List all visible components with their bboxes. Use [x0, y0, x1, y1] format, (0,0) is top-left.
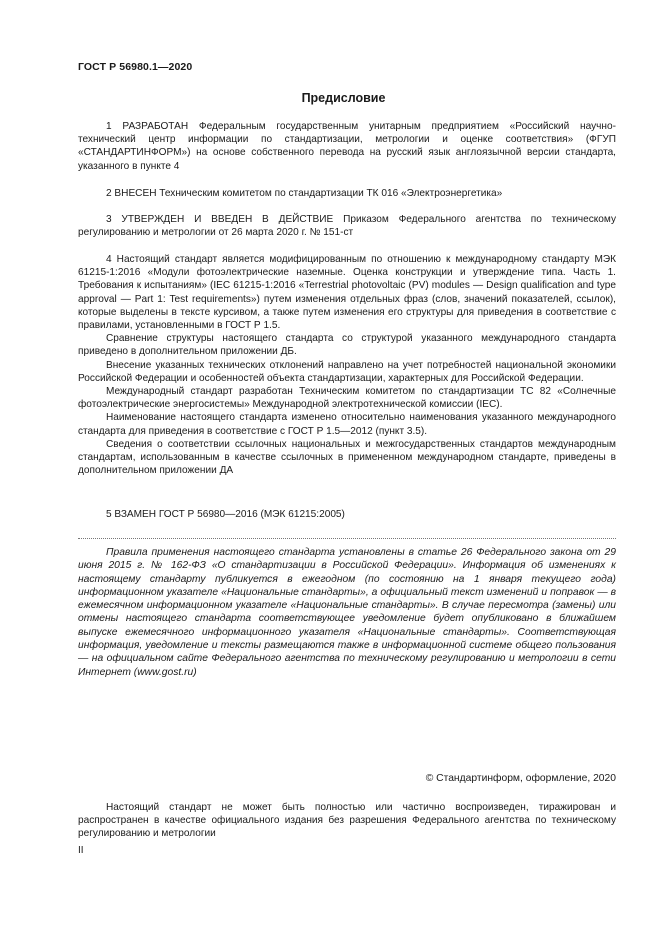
page-number: II [78, 845, 84, 856]
section-1-text: 1 РАЗРАБОТАН Федеральным государственным унитарным предприятием «Российский научно-технический центр информации по стандартизации, метрологии и оценке соответствия» (ФГУП «СТАНДАРТИНФОРМ») на основе собственного перевода на русский язык англоязычной версии стандарта, указанного в пункте 4 [78, 121, 616, 172]
section-4-paragraph: Сведения о соответствии ссылочных национальных и межгосударственных стандартов международным стандартам, использованным в качестве ссылочных в примененном международном стандарте, приведены в дополнительном приложении ДА [78, 438, 616, 477]
section-2-text: 2 ВНЕСЕН Техническим комитетом по стандартизации ТК 016 «Электроэнергетика» [106, 188, 503, 199]
document-id: ГОСТ Р 56980.1—2020 [78, 61, 193, 73]
section-4-paragraph: Сравнение структуры настоящего стандарта со структурой указанного международного стандарта приведено в дополнительном приложении ДБ. [78, 333, 616, 358]
section-5-text: 5 ВЗАМЕН ГОСТ Р 56980—2016 (МЭК 61215:2005) [106, 509, 345, 520]
section-divider [78, 538, 616, 539]
footer-block [78, 801, 616, 841]
section-4-paragraph: Международный стандарт разработан Техническим комитетом по стандартизации ТС 82 «Солнечные фотоэлектрические энергосистемы» Международной электротехнической комиссии (IEC). [78, 386, 616, 411]
notice-block [78, 546, 616, 679]
title-text: Предисловие [301, 91, 386, 105]
section-4-paragraph: Внесение указанных технических отклонений направлено на учет потребностей национальной экономики Российской Федерации и особенностей объекта стандартизации, характерных для Российской Федерации. [78, 359, 616, 384]
section-5 [78, 508, 616, 521]
section-4-paragraph: 4 Настоящий стандарт является модифицированным по отношению к международному стандарту МЭК 61215-1:2016 «Модули фотоэлектрические наземные. Оценка конструкции и утверждение типа. Часть 1. Требования к испытаниям» (IEC 61215-1:2016 «Terrestrial photovoltaic (PV) modules — Design qualification and type approval — Part 1: Test requirements») путем изменения отдельных фраз (слов, значений показателей, ссылок), которые выделены в тексте курсивом, а также путем изменения его структуры для приведения в соответствие с правилами, установленными в ГОСТ Р 1.5. [78, 254, 616, 332]
section-3 [78, 213, 616, 239]
section-1 [78, 120, 616, 173]
footer-text: Настоящий стандарт не может быть полностью или частично воспроизведен, тиражирован и распространен в качестве официального издания без разрешения Федерального агентства по техническому регулированию и метрологии [78, 802, 616, 840]
section-3-text: 3 УТВЕРЖДЕН И ВВЕДЕН В ДЕЙСТВИЕ Приказом Федерального агентства по техническому регулированию и метрологии от 26 марта 2020 г. № 151-ст [78, 214, 616, 239]
page-title [0, 91, 661, 105]
notice-text: Правила применения настоящего стандарта установлены в статье 26 Федерального закона от 29 июня 2015 г. № 162-ФЗ «О стандартизации в Российской Федерации». Информация об изменениях к настоящему стандарту публикуется в ежегодном (по состоянию на 1 января текущего года) информационном указателе «Национальные стандарты», а официальный текст изменений и поправок — в ежемесячном информационном указателе «Национальные стандарты». В случае пересмотра (замены) или отмены настоящего стандарта соответствующее уведомление будет опубликовано в ближайшем выпуске ежемесячного информационного указателя «Национальные стандарты». Соответствующая информация, уведомление и тексты размещаются также в информационной системе общего пользования — на официальном сайте Федерального агентства по техническому регулированию и метрологии в сети Интернет (www.gost.ru) [78, 547, 616, 678]
section-2 [78, 187, 616, 200]
section-4 [78, 253, 616, 477]
section-4-paragraph: Наименование настоящего стандарта изменено относительно наименования указанного международного стандарта для приведения в соответствие с ГОСТ Р 1.5—2012 (пункт 3.5). [78, 412, 616, 437]
copyright-line: © Стандартинформ, оформление, 2020 [425, 773, 616, 784]
